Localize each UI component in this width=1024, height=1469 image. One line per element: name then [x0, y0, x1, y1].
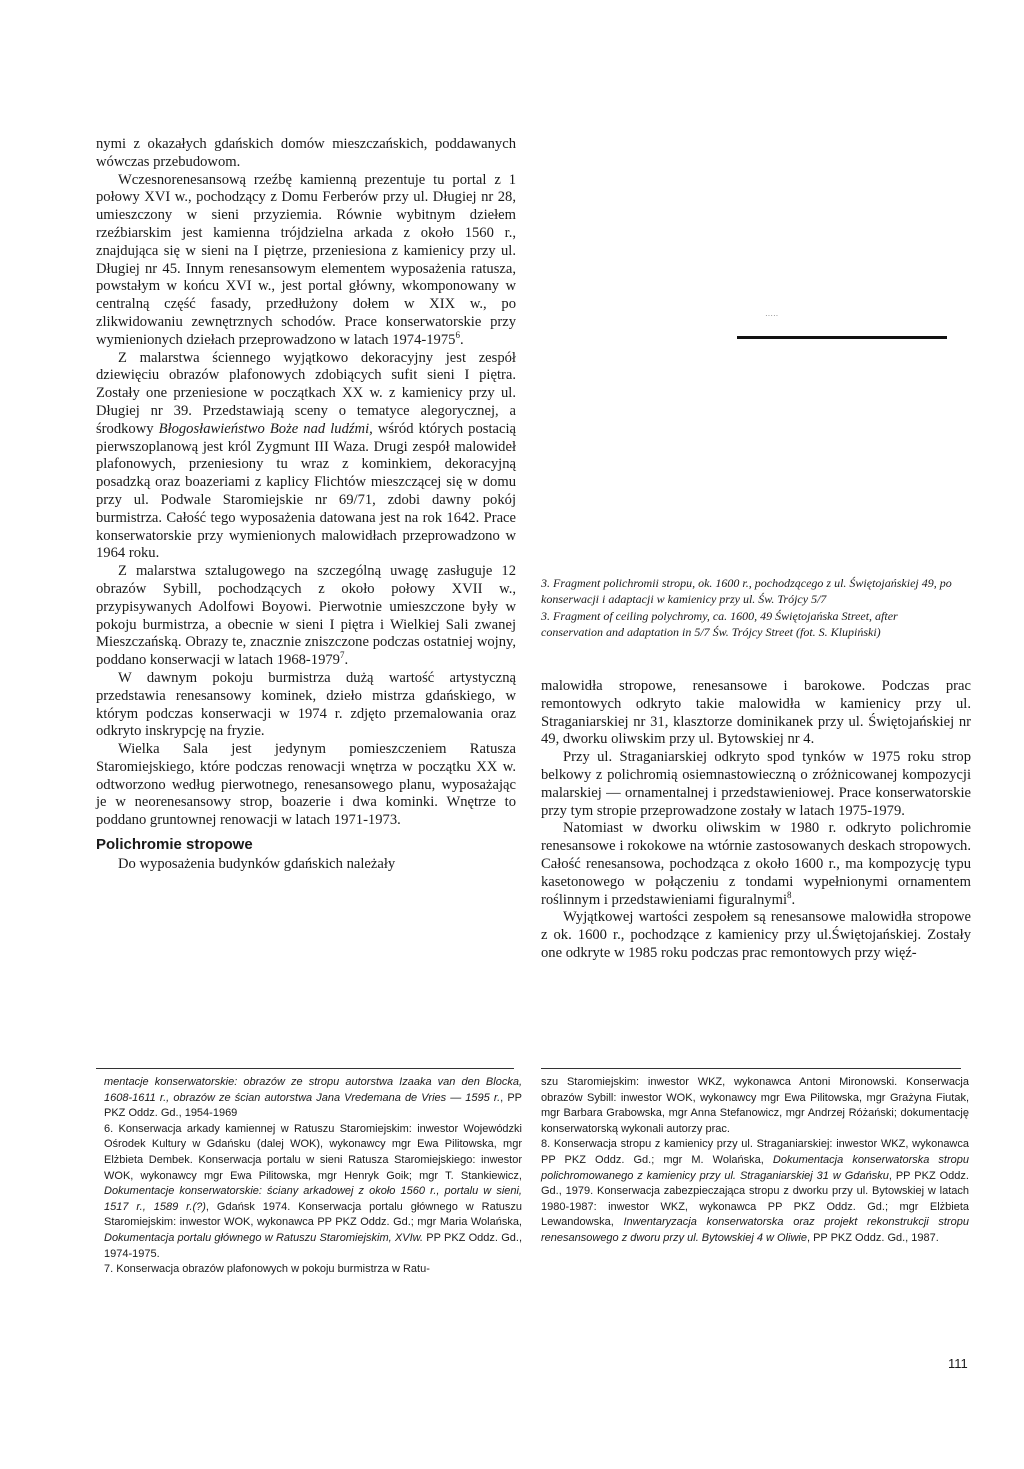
footnote-italic: mentacje konserwatorskie: obrazów ze stropu autorstwa Izaaka van den Blocka, 1608-1611 r., obrazów ze ścian autorstwa Jana Vredemana de Vries — 1595 r. [104, 1076, 522, 1104]
paragraph-text: wśród których postacią pierwszoplanową jest król Zygmunt III Waza. Drugi zespół malowideł plafonowych, przeniesiony tu wraz z kominkiem, dekoracyjną posadzką oraz boazeriami z kaplicy Flichtów mieszczącej się w domu przy ul. Podwale Staromiejskie nr 69/71, zdobi dawny pokój burmistrza. Całość tego wyposażenia datowana jest na rok 1642. Prace konserwatorskie przy wymienionych malowidłach przeprowadzono w 1964 roku. [96, 420, 516, 562]
footnotes-right [541, 1075, 969, 1247]
footnote-text: , PP PKZ Oddz. Gd., 1954-1969 [104, 1091, 522, 1120]
paragraph: W dawnym pokoju burmistrza dużą wartość artystyczną przedstawia renesansowy kominek, dzieło mistrza gdańskiego, w którym podczas konserwacji w 1974 r. zdjęto przemalowania oraz odkryto inskrypcję na fryzie. [96, 669, 516, 740]
footnote-text: PP PKZ Oddz. Gd., 1974-1975. [104, 1231, 522, 1260]
footnote [104, 1122, 522, 1262]
caption-english: 3. Fragment of ceiling polychromy, ca. 1600, 49 Świętojańska Street, after conservation and adaptation in 5/7 Św. Trójcy Street (fot. S. Klupiński) [541, 609, 898, 639]
footnote-divider [541, 1068, 961, 1069]
footnote [104, 1075, 522, 1122]
footnote-italic: Inwentaryzacja konserwatorska oraz projekt rekonstrukcji stropu renesansowego z dworu przy ul. Bytowskiej 4 w Oliwie [541, 1216, 969, 1244]
footnote-text: , Gdańsk 1974. Konserwacja portalu głównego w Ratuszu Staromiejskim: inwestor WOK, wykonawca PP PKZ Oddz. Gd.; mgr Maria Wolańska, [104, 1200, 523, 1229]
paragraph-text: Natomiast w dworku oliwskim w 1980 r. odkryto polichromie renesansowe i rokokowe na wtórnie zastosowanych deskach stropowych. Całość renesansowa, pochodząca z około 1600 r., ma kompozycję typu kasetonowego w połączeniu z tondami wypełnionymi ornamentem roślinnym i przedstawieniami figuralnymi [541, 820, 971, 908]
artwork-title: Błogosławieństwo Boże nad ludźmi, [158, 420, 373, 437]
footnote-text: , PP PKZ Oddz. Gd., 1987. [806, 1231, 939, 1244]
footnote-divider [96, 1068, 514, 1069]
page-number: 111 [948, 1356, 968, 1371]
paragraph [96, 563, 516, 670]
footnote: 7. Konserwacja obrazów plafonowych w pokoju burmistrza w Ratu- [104, 1263, 430, 1276]
paragraph-text: Wczesnorenesansową rzeźbę kamienną prezentuje tu portal z 1 połowy XVI w., pochodzący z Domu Ferberów przy ul. Długiej nr 28, umieszczony w sieni przyziemia. Równie wybitnym dziełem rzeźbiarskim jest kamienna trójdzielna arkada z około 1560 r., znajdująca się w sieni na I piętrze, przeniesiona z kamienicy przy ul. Długiej nr 45. Innym renesansowym elementem wyposażenia ratusza, powstałym w końcu XVI w., jest portal główny, wkomponowany w centralną część fasady, przedłużony dołem w XIX w., po zlikwidowaniu zewnętrznych schodów. Prace konserwatorskie przy wymienionych dziełach przeprowadzono w latach 1974-1975 [96, 171, 516, 348]
paragraph-text: . [344, 652, 349, 669]
footnote-text: , PP PKZ Oddz. Gd., 1979. Konserwacja zabezpieczająca stropu z dworku przy ul. Bytowskiej w latach 1980-1987: inwestor WKZ, wykonawca PP PKZ Oddz. Gd.; mgr Elżbieta Lewandowska, [541, 1169, 969, 1229]
left-column [96, 136, 516, 874]
footnote-ref[interactable]: 8 [787, 889, 792, 900]
footnote-italic: Dokumentacje konserwatorskie: ściany arkadowej z około 1560 r., portalu w sieni, 1517 r., 1589 r.(?) [104, 1185, 522, 1213]
footnotes-left [104, 1075, 522, 1278]
paragraph-text: Z malarstwa ściennego wyjątkowo dekoracyjny jest zespół dziewięciu obrazów plafonowych zdobiących sufit sieni I piętra. Zostały one przeniesione w początkach XX w. z kamienicy przy ul. Długiej nr 39. Przedstawiają sceny o tematyce alegorycznej, a środkowy [96, 349, 516, 437]
paragraph: nymi z okazałych gdańskich domów mieszczańskich, poddawanych wówczas przebudowom. [96, 136, 516, 170]
paragraph: Do wyposażenia budynków gdańskich należały [118, 855, 396, 872]
caption-polish: 3. Fragment polichromii stropu, ok. 1600 r., pochodzącego z ul. Świętojańskiej 49, po konserwacji i adaptacji w kamienicy przy ul. Św. Trójcy 5/7 [541, 576, 952, 606]
section-heading: Polichromie stropowe [96, 836, 253, 854]
footnote-italic: Dokumentacja portalu głównego w Ratuszu Staromiejskim, XVIw. [104, 1231, 424, 1244]
footnote-ref[interactable]: 6 [455, 329, 460, 340]
paragraph [96, 172, 516, 350]
footnote-text: 8. Konserwacja stropu z kamienicy przy ul. Straganiarskiej: inwestor WKZ, wykonawca PP PKZ Oddz. Gd.; mgr M. Wolańska, [541, 1138, 969, 1166]
paragraph [541, 820, 971, 909]
photo-area [537, 311, 947, 591]
figure-caption [541, 576, 961, 640]
footnote: szu Staromiejskim: inwestor WKZ, wykonawca Antoni Mironowski. Konserwacja obrazów Sybill: inwestor WOK, wykonawcy mgr Ewa Pilitowska, mgr Grażyna Fiutak, mgr Barbara Grabowska, mgr Anna Stefanowicz, mgr Andrzej Różański; dokumentację konserwatorską wykonali autorzy prac. [541, 1076, 969, 1135]
paragraph-text: . [791, 891, 796, 908]
paragraph-text: . [459, 331, 464, 348]
paragraph-text: Z malarstwa sztalugowego na szczególną uwagę zasługuje 12 obrazów Sybill, pochodzących z około połowy XVII w., przypisywanych Adolfowi Boyowi. Pierwotnie umieszczone były w pokoju burmistrza, a obecnie w sieni I piętra i Wielkiej Sali zwanej Mieszczańską. Obrazy te, znacznie zniszczone podczas ostatniej wojny, poddano konserwacji w latach 1968-1979 [96, 563, 516, 669]
paragraph: Wyjątkowej wartości zespołem są renesansowe malowidła stropowe z ok. 1600 r., pochodzące z kamienicy przy ul.Świętojańskiej. Zostały one odkryte w 1985 roku podczas prac remontowych przy więź- [541, 909, 971, 961]
photo-edge-line [737, 336, 947, 339]
photo-speck: ····· [765, 311, 779, 320]
paragraph [96, 350, 516, 564]
paragraph: Przy ul. Straganiarskiej odkryto spod tynków w 1975 roku strop belkowy z polichromią osiemnastowieczną o zróżnicowanej kompozycji malarskiej — ornamentalnej i przedstawieniowej. Prace konserwatorskie przy tym stropie przeprowadzone zostały w latach 1975-1979. [541, 749, 971, 819]
footnote-text: 6. Konserwacja arkady kamiennej w Ratuszu Staromiejskim: inwestor Wojewódzki Ośrodek Kultury w Gdańsku (dalej WOK), wykonawcy mgr Ewa Pilitowska, mgr Elżbieta Dembek. Konserwacja portalu w sieni Ratusza Staromiejskiego: inwestor WOK, wykonawcy mgr Ewa Pilitowska, mgr Henryk Goik; mgr T. Stankiewicz, [104, 1122, 522, 1182]
footnote-italic: Dokumentacja konserwatorska stropu polichromowanego z kamienicy przy ul. Straganiarskiej 31 w Gdańsku [541, 1153, 970, 1182]
right-column [541, 678, 971, 963]
paragraph: Wielka Sala jest jedynym pomieszczeniem Ratusza Staromiejskiego, które podczas renowacji wnętrza w początku XX w. odtworzono według pierwotnego, renesansowego planu, wyposażając je w neorenesansowy strop, boazerie i dwa kominki. Wnętrze to poddano gruntownej renowacji w latach 1971-1973. [96, 741, 516, 829]
footnote-ref[interactable]: 7 [339, 650, 345, 661]
paragraph: malowidła stropowe, renesansowe i barokowe. Podczas prac remontowych odkryto takie malowidła w kamienicy przy ul. Straganiarskiej nr 31, klasztorze dominikanek przy ul. Świętojańskiej nr 49, dworku oliwskim przy ul. Bytowskiej nr 4. [541, 678, 971, 748]
footnote [541, 1137, 969, 1246]
